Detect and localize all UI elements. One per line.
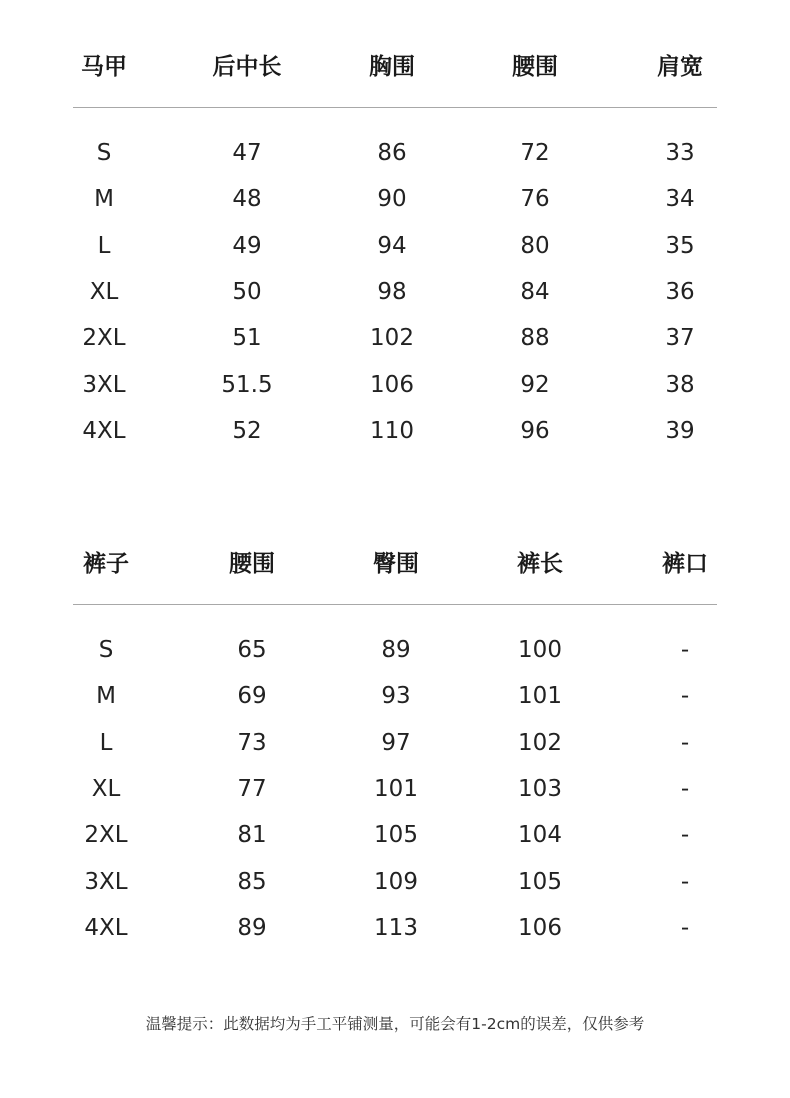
table-cell: 73 — [237, 729, 267, 756]
column-header: 裤长 — [517, 551, 563, 577]
table-cell: - — [680, 868, 690, 895]
table-cell: 38 — [665, 371, 695, 398]
column-header: 马甲 — [81, 54, 127, 80]
table-cell: 85 — [237, 868, 267, 895]
size-label: 4XL — [82, 417, 126, 444]
column-header: 后中长 — [212, 54, 282, 80]
table-cell: 39 — [665, 417, 695, 444]
table-cell: 47 — [232, 140, 262, 166]
size-label: 2XL — [82, 325, 126, 352]
table-cell: 109 — [374, 868, 418, 895]
size-label: 3XL — [84, 868, 128, 895]
table-cell: - — [680, 914, 690, 941]
table-cell: 90 — [377, 186, 407, 213]
table-cell: 51 — [232, 325, 262, 352]
table-cell: 86 — [377, 140, 407, 166]
table-cell: 80 — [520, 232, 550, 259]
table-cell: 49 — [232, 232, 262, 259]
measurement-note: 温馨提示：此数据均为手工平铺测量，可能会有1-2cm的误差，仅供参考 — [145, 1015, 645, 1033]
size-label: S — [98, 637, 114, 663]
table-cell: 102 — [518, 729, 562, 756]
table-cell: 105 — [518, 868, 562, 895]
size-label: 3XL — [82, 371, 126, 398]
column-header: 裤子 — [83, 551, 129, 577]
table-cell: 113 — [374, 914, 418, 941]
table-cell: 103 — [518, 775, 562, 802]
table-cell: - — [680, 637, 690, 663]
table-cell: 102 — [370, 325, 414, 352]
size-label: L — [97, 232, 111, 259]
table-cell: 100 — [518, 637, 562, 663]
table-cell: 81 — [237, 822, 267, 849]
table-cell: 51.5 — [221, 371, 273, 398]
column-header: 裤口 — [662, 551, 708, 577]
table-cell: 34 — [665, 186, 695, 213]
table-cell: 69 — [237, 683, 267, 710]
table-cell: 48 — [232, 186, 262, 213]
table-cell: 104 — [518, 822, 562, 849]
table-cell: 72 — [520, 140, 550, 166]
header-divider — [73, 107, 717, 108]
table-cell: - — [680, 683, 690, 710]
table-cell: 105 — [374, 822, 418, 849]
column-header: 腰围 — [512, 54, 558, 80]
table-cell: 65 — [237, 637, 267, 663]
column-header: 肩宽 — [657, 54, 703, 80]
table-cell: 101 — [374, 775, 418, 802]
table-cell: 97 — [381, 729, 411, 756]
table-cell: - — [680, 822, 690, 849]
column-header: 腰围 — [229, 551, 275, 577]
size-label: 2XL — [84, 822, 128, 849]
size-label: M — [94, 186, 114, 213]
table-cell: 110 — [370, 417, 414, 444]
table-cell: 52 — [232, 417, 262, 444]
size-label: XL — [89, 278, 119, 305]
column-header: 胸围 — [369, 54, 415, 80]
size-label: L — [99, 729, 113, 756]
table-cell: 98 — [377, 278, 407, 305]
table-cell: 92 — [520, 371, 550, 398]
table-cell: 77 — [237, 775, 267, 802]
table-cell: - — [680, 729, 690, 756]
size-label: S — [96, 140, 112, 166]
table-cell: 106 — [518, 914, 562, 941]
table-cell: 106 — [370, 371, 414, 398]
size-label: 4XL — [84, 914, 128, 941]
table-cell: 76 — [520, 186, 550, 213]
table-cell: 50 — [232, 278, 262, 305]
table-cell: 96 — [520, 417, 550, 444]
size-label: M — [96, 683, 116, 710]
table-cell: 89 — [381, 637, 411, 663]
column-header: 臀围 — [373, 551, 419, 577]
table-cell: 88 — [520, 325, 550, 352]
table-cell: 33 — [665, 140, 695, 166]
table-cell: 84 — [520, 278, 550, 305]
table-cell: 37 — [665, 325, 695, 352]
table-cell: 94 — [377, 232, 407, 259]
table-cell: 36 — [665, 278, 695, 305]
table-cell: 35 — [665, 232, 695, 259]
table-cell: - — [680, 775, 690, 802]
header-divider — [73, 604, 717, 605]
size-label: XL — [91, 775, 121, 802]
table-cell: 89 — [237, 914, 267, 941]
table-cell: 101 — [518, 683, 562, 710]
table-cell: 93 — [381, 683, 411, 710]
